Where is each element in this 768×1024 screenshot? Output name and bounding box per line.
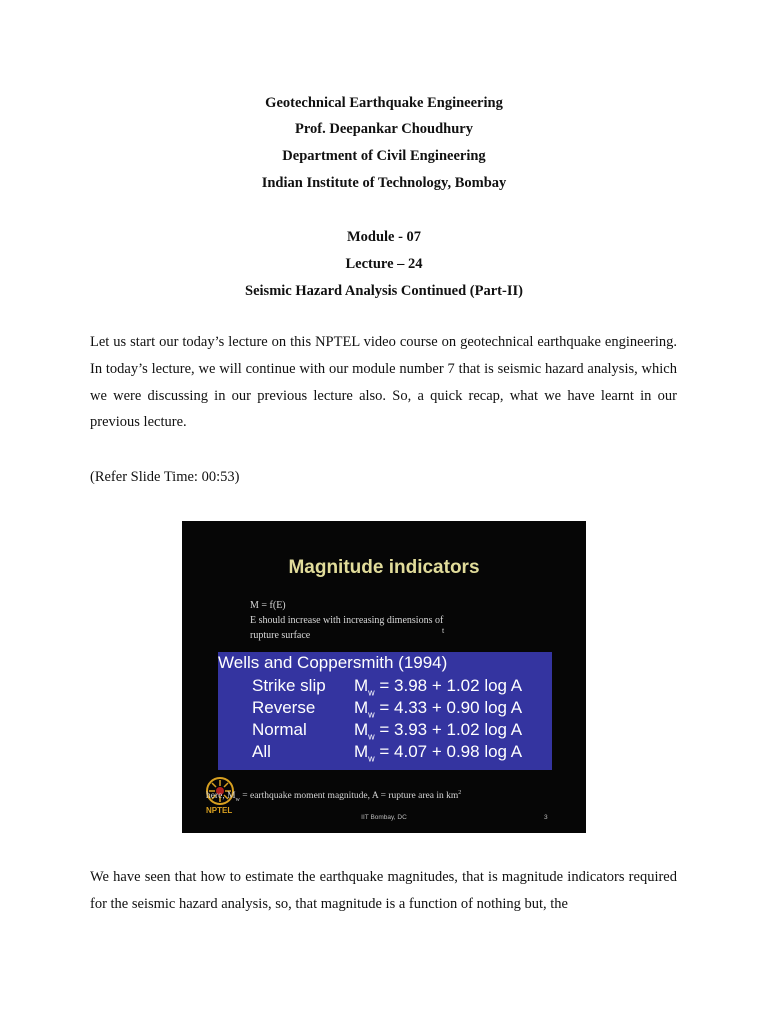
department-name: Department of Civil Engineering <box>282 148 486 164</box>
intro-paragraph: Let us start our today’s lecture on this NPTEL video course on geotechnical earthquake engineering. In today’s lecture, we will continue with our module number 7 that is seismic hazard analysis, which we were discussing in our previous lecture also. So, a quick recap, what we have learnt in our previous lecture. <box>90 334 677 431</box>
fault-type: Reverse <box>252 698 316 717</box>
module-number: Module - 07 <box>346 229 422 245</box>
slide-credit: IIT Bombay, DC <box>361 814 407 821</box>
equation-formula: $M_w = 3.93 + 1.02$ log A <box>354 720 523 742</box>
lecture-slide <box>182 521 586 833</box>
slide-note-line: E should increase with increasing dimensions of <box>250 615 444 626</box>
equation-formula: $M_w = 4.07 + 0.98$ log A <box>354 742 523 764</box>
slide-title: Magnitude indicators <box>288 557 480 578</box>
fault-type: Strike slip <box>252 676 326 695</box>
equation-formula: $M_w = 3.98 + 1.02$ log A <box>354 676 523 698</box>
equation-box-heading: Wells and Coppersmith (1994) <box>218 653 448 672</box>
slide-note-line: rupture surface <box>250 630 311 641</box>
equation-formula: $M_w = 4.33 + 0.90$ log A <box>354 698 523 720</box>
nptel-logo-text: NPTEL <box>206 806 233 815</box>
equation-box <box>218 652 552 770</box>
professor-name: Prof. Deepankar Choudhury <box>295 121 473 137</box>
recap-paragraph: We have seen that how to estimate the earthquake magnitudes, that is magnitude indicators required for the seismic hazard analysis, so, that magnitude is a function of nothing but, the <box>90 869 677 912</box>
refer-slide-time: (Refer Slide Time: 00:53) <box>90 469 240 485</box>
fault-type: Normal <box>252 720 307 739</box>
fault-type: All <box>252 742 271 761</box>
institute-name: Indian Institute of Technology, Bombay <box>261 175 507 191</box>
lecture-topic: Seismic Hazard Analysis Continued (Part-II) <box>245 283 523 299</box>
slide-footnote: here, $M_w$ = earthquake moment magnitude, A = rupture area in $km^2$ <box>206 790 462 804</box>
lecture-number: Lecture – 24 <box>345 256 423 272</box>
slide-note-line: M = f(E) <box>250 600 286 611</box>
slide-cursor-mark: t <box>442 626 445 635</box>
slide-page-number: 3 <box>544 814 548 821</box>
course-title: Geotechnical Earthquake Engineering <box>265 95 503 111</box>
